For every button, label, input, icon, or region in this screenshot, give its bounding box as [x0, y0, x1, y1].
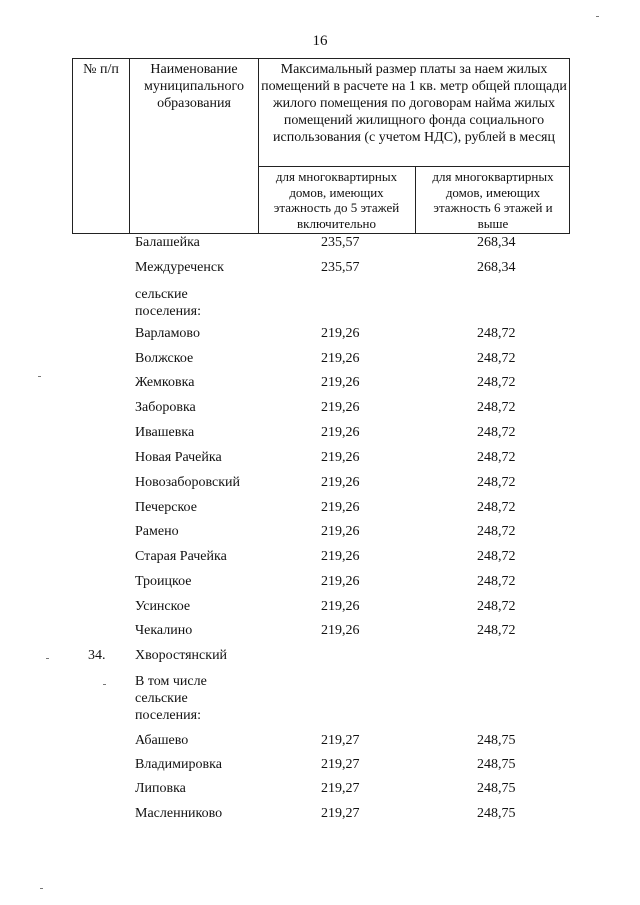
price-up-to-5-floors: 219,26 [321, 326, 360, 341]
price-up-to-5-floors: 235,57 [321, 235, 360, 250]
municipality-name: Балашейка [135, 235, 200, 250]
header-divider [258, 59, 259, 233]
price-up-to-5-floors: 219,26 [321, 549, 360, 564]
municipality-name: Ивашевка [135, 425, 195, 440]
header-col-name: Наименование муниципального образования [144, 62, 244, 111]
price-6-floors-and-above: 248,72 [477, 475, 516, 490]
municipality-name: Усинское [135, 599, 191, 614]
municipality-name: Хворостянский [135, 648, 228, 663]
page-number: 16 [312, 33, 328, 49]
municipality-name: сельские поселения: [135, 287, 201, 319]
price-6-floors-and-above: 248,72 [477, 425, 516, 440]
price-up-to-5-floors: 219,27 [321, 733, 360, 748]
municipality-name: Волжское [135, 351, 194, 366]
municipality-name: Междуреченск [135, 260, 224, 275]
scan-mark [103, 684, 106, 685]
header-subcol-2: для многоквартирных домов, имеющих этажность 6 этажей и выше [432, 169, 554, 231]
price-6-floors-and-above: 248,72 [477, 574, 516, 589]
price-up-to-5-floors: 219,26 [321, 500, 360, 515]
price-up-to-5-floors: 219,26 [321, 623, 360, 638]
municipality-name: Новозаборовский [135, 475, 241, 490]
price-up-to-5-floors: 219,26 [321, 524, 360, 539]
header-divider [258, 166, 569, 167]
municipality-name: Заборовка [135, 400, 196, 415]
scan-mark [40, 888, 43, 889]
municipality-name: Липовка [135, 781, 186, 796]
price-6-floors-and-above: 248,72 [477, 351, 516, 366]
price-6-floors-and-above: 248,72 [477, 400, 516, 415]
row-number: 34. [88, 648, 106, 663]
price-6-floors-and-above: 248,75 [477, 757, 516, 772]
price-up-to-5-floors: 235,57 [321, 260, 360, 275]
scan-mark [46, 658, 49, 659]
price-up-to-5-floors: 219,26 [321, 599, 360, 614]
scan-mark [596, 16, 599, 17]
price-up-to-5-floors: 219,26 [321, 400, 360, 415]
header-divider [415, 166, 416, 233]
price-6-floors-and-above: 248,72 [477, 500, 516, 515]
municipality-name: В том числе сельские поселения: [135, 674, 207, 723]
price-6-floors-and-above: 248,72 [477, 450, 516, 465]
price-up-to-5-floors: 219,27 [321, 781, 360, 796]
municipality-name: Жемковка [135, 375, 195, 390]
price-up-to-5-floors: 219,26 [321, 375, 360, 390]
price-up-to-5-floors: 219,27 [321, 757, 360, 772]
municipality-name: Рамено [135, 524, 179, 539]
price-6-floors-and-above: 248,72 [477, 326, 516, 341]
municipality-name: Новая Рачейка [135, 450, 222, 465]
header-col-price: Максимальный размер платы за наем жилых помещений в расчете на 1 кв. метр общей площади жилого помещения по договорам найма жилых помещений жилищного фонда социального использования (с учетом НДС), рублей в месяц [261, 62, 567, 145]
municipality-name: Владимировка [135, 757, 222, 772]
price-6-floors-and-above: 248,75 [477, 781, 516, 796]
price-up-to-5-floors: 219,26 [321, 425, 360, 440]
price-up-to-5-floors: 219,26 [321, 475, 360, 490]
price-6-floors-and-above: 268,34 [477, 260, 516, 275]
price-up-to-5-floors: 219,26 [321, 351, 360, 366]
municipality-name: Печерское [135, 500, 197, 515]
municipality-name: Абашево [135, 733, 189, 748]
header-subcol-1: для многоквартирных домов, имеющих этажность до 5 этажей включительно [273, 169, 400, 231]
price-6-floors-and-above: 248,72 [477, 623, 516, 638]
municipality-name: Варламово [135, 326, 200, 341]
header-divider [129, 59, 130, 233]
table-header [72, 58, 570, 234]
price-up-to-5-floors: 219,26 [321, 450, 360, 465]
price-6-floors-and-above: 248,72 [477, 549, 516, 564]
municipality-name: Масленниково [135, 806, 223, 821]
price-6-floors-and-above: 248,75 [477, 806, 516, 821]
price-6-floors-and-above: 268,34 [477, 235, 516, 250]
header-col-num: № п/п [83, 62, 119, 77]
price-6-floors-and-above: 248,75 [477, 733, 516, 748]
municipality-name: Троицкое [135, 574, 192, 589]
price-6-floors-and-above: 248,72 [477, 524, 516, 539]
municipality-name: Чекалино [135, 623, 193, 638]
price-up-to-5-floors: 219,27 [321, 806, 360, 821]
scan-mark [38, 376, 41, 377]
price-6-floors-and-above: 248,72 [477, 599, 516, 614]
municipality-name: Старая Рачейка [135, 549, 227, 564]
price-up-to-5-floors: 219,26 [321, 574, 360, 589]
price-6-floors-and-above: 248,72 [477, 375, 516, 390]
